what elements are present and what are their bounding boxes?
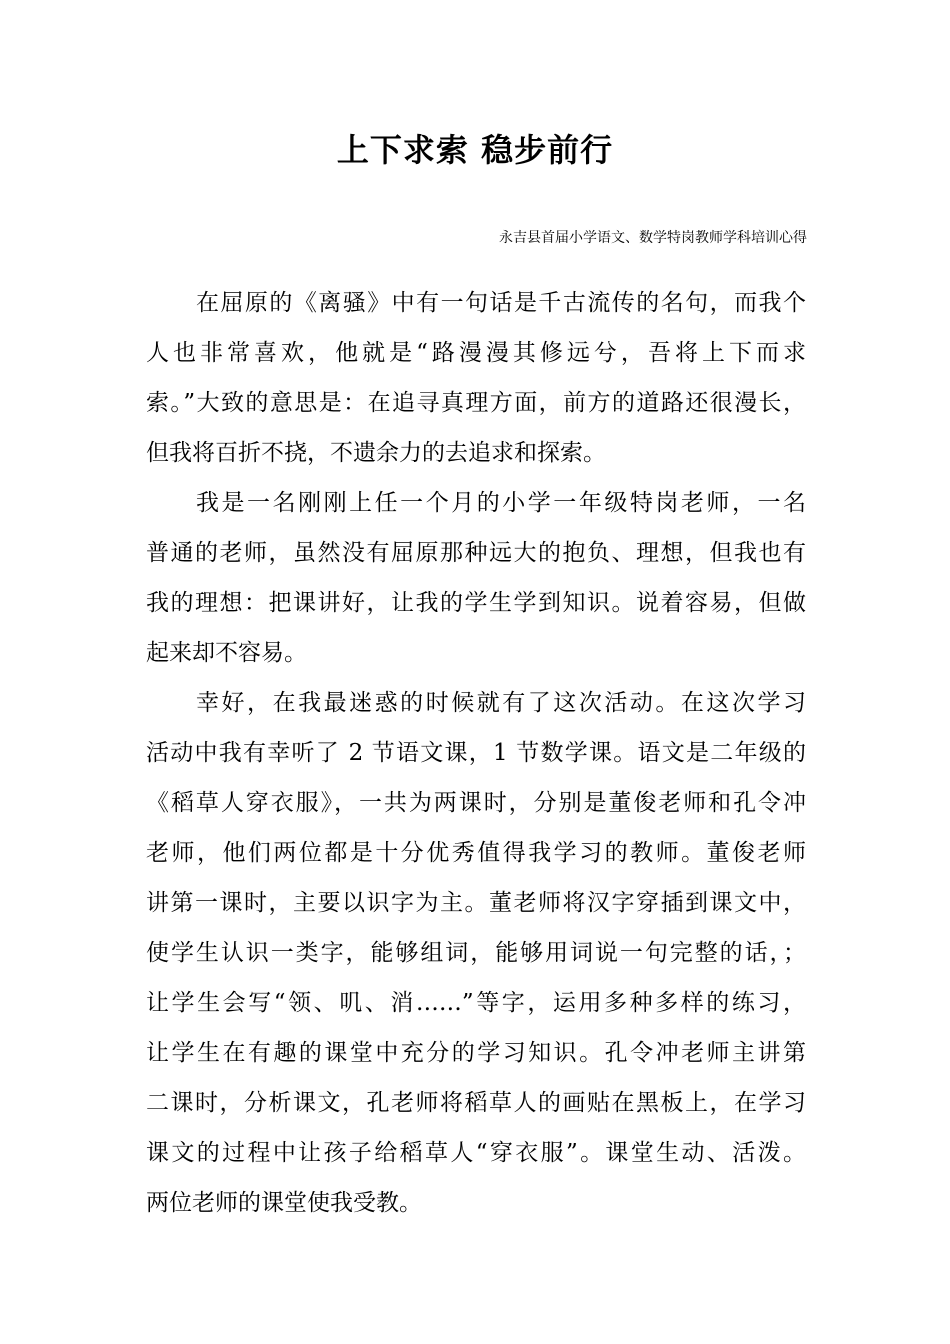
- paragraph-line: 《稻草人穿衣服》，一共为两课时，分别是董俊老师和孔令冲: [146, 790, 806, 816]
- document-subtitle: 永吉县首届小学语文、数学特岗教师学科培训心得: [499, 230, 807, 246]
- paragraph-line: 我是一名刚刚上任一个月的小学一年级特岗老师，一名: [196, 490, 806, 516]
- paragraph-line: 人也非常喜欢，他就是“路漫漫其修远兮，吾将上下而求: [146, 340, 806, 366]
- paragraph-line: 活动中我有幸听了 2 节语文课，1 节数学课。语文是二年级的: [146, 740, 806, 766]
- paragraph-line: 讲第一课时，主要以识字为主。董老师将汉字穿插到课文中，: [146, 890, 806, 916]
- paragraph-3: [146, 678, 806, 1228]
- paragraph-line: 索。”大致的意思是：在追寻真理方面，前方的道路还很漫长，: [146, 390, 806, 416]
- paragraph-line: 让学生会写“领、叽、消……”等字，运用多种多样的练习，: [146, 990, 806, 1016]
- document-body: [146, 278, 806, 1228]
- paragraph-line: 普通的老师，虽然没有屈原那种远大的抱负、理想，但我也有: [146, 540, 806, 566]
- paragraph-line: 幸好，在我最迷惑的时候就有了这次活动。在这次学习: [196, 690, 806, 716]
- paragraph-line: 起来却不容易。: [146, 640, 307, 666]
- paragraph-line: 使学生认识一类字，能够组词，能够用词说一句完整的话，；: [146, 940, 806, 966]
- paragraph-2: [146, 478, 806, 678]
- paragraph-line: 在屈原的《离骚》中有一句话是千古流传的名句，而我个: [196, 290, 806, 316]
- paragraph-line: 二课时，分析课文，孔老师将稻草人的画贴在黑板上，在学习: [146, 1090, 806, 1116]
- paragraph-line: 课文的过程中让孩子给稻草人“穿衣服”。课堂生动、活泼。: [146, 1140, 806, 1166]
- document-title: 上下求索 稳步前行: [336, 131, 614, 169]
- paragraph-line: 让学生在有趣的课堂中充分的学习知识。孔令冲老师主讲第: [146, 1040, 806, 1066]
- paragraph-1: [146, 278, 806, 478]
- paragraph-line: 两位老师的课堂使我受教。: [146, 1190, 422, 1216]
- paragraph-line: 老师，他们两位都是十分优秀值得我学习的教师。董俊老师: [146, 840, 806, 866]
- paragraph-line: 我的理想：把课讲好，让我的学生学到知识。说着容易，但做: [146, 590, 806, 616]
- paragraph-line: 但我将百折不挠，不遗余力的去追求和探索。: [146, 440, 606, 466]
